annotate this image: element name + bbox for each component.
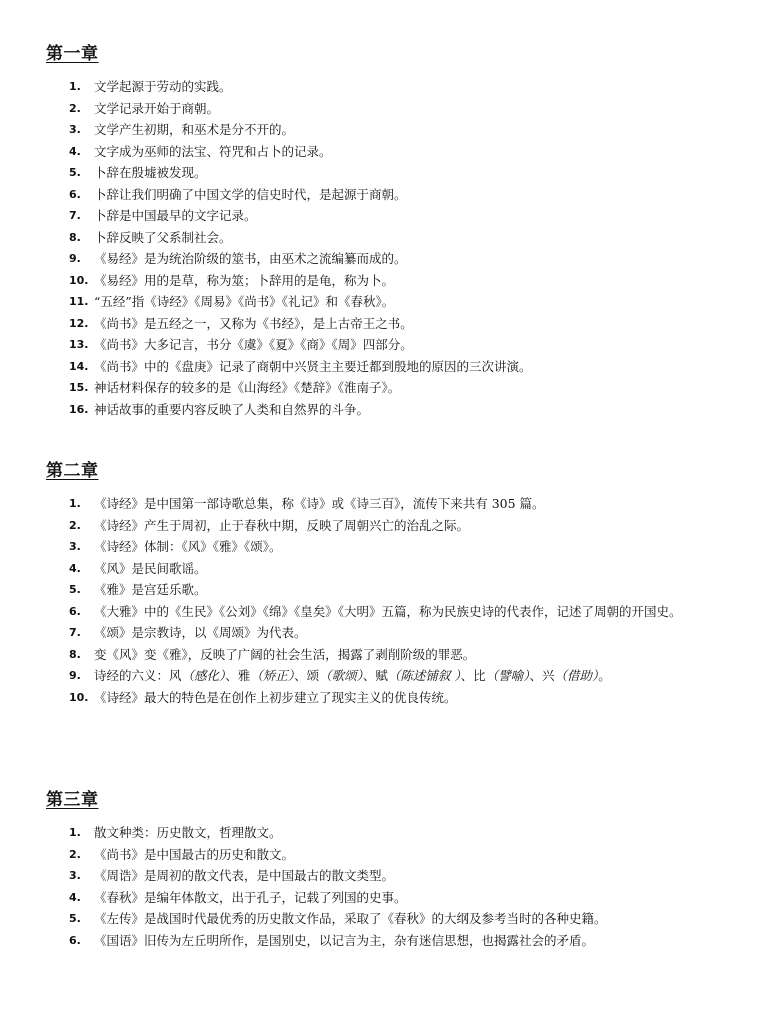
item-number: 6. <box>69 604 81 618</box>
list-item <box>46 844 736 866</box>
item-number: 9. <box>69 252 81 265</box>
chapter-title: 第二章 <box>46 461 99 481</box>
chapter-1 <box>46 44 736 420</box>
chapter-title: 第一章 <box>46 44 99 64</box>
item-number: 6. <box>69 187 81 201</box>
list-item <box>46 291 736 313</box>
item-number: 8. <box>69 647 81 661</box>
list-item <box>46 865 736 887</box>
list-item <box>46 399 736 421</box>
item-text: 文学产生初期，和巫术是分不开的。 <box>94 122 295 137</box>
six-xing-note: （借助） <box>554 668 599 683</box>
chapter-title: 第三章 <box>46 790 99 810</box>
item-number: 11. <box>69 295 89 308</box>
item-number: 1. <box>69 826 81 839</box>
separator: 、 <box>225 668 238 683</box>
list-item <box>46 98 736 120</box>
item-number: 14. <box>69 359 89 373</box>
list-item <box>46 579 736 601</box>
list-item <box>46 908 736 930</box>
item-number: 4. <box>69 561 81 575</box>
item-number: 10. <box>69 690 89 704</box>
six-feng-note: （感化） <box>181 668 226 683</box>
list-item <box>46 665 736 687</box>
item-number: 3. <box>69 123 81 136</box>
chapter-3 <box>46 790 736 951</box>
list-item <box>46 334 736 356</box>
item-number: 7. <box>69 209 81 222</box>
item-number: 16. <box>69 402 89 416</box>
list-item <box>46 184 736 206</box>
item-text: 《周诰》是周初的散文代表，是中国最古的散文类型。 <box>94 868 395 883</box>
item-number: 10. <box>69 273 89 287</box>
separator: 、 <box>529 668 542 683</box>
item-text: 《颂》是宗教诗，以《周颂》为代表。 <box>94 625 307 640</box>
item-number: 3. <box>69 869 81 882</box>
six-bi: 比 <box>473 668 486 683</box>
item-text: 《左传》是战国时代最优秀的历史散文作品，采取了《春秋》的大纲及参考当时的各种史籍。 <box>94 911 607 926</box>
item-text: 文学记录开始于商朝。 <box>94 100 220 116</box>
item-text: 《尚书》中的《盘庚》记录了商朝中兴贤主主要迁都到殷地的原因的三次讲演。 <box>94 358 532 374</box>
separator: 、 <box>362 668 376 683</box>
item-text: 《尚书》是中国最古的历史和散文。 <box>94 846 295 862</box>
item-number: 1. <box>69 497 81 510</box>
list-item <box>46 622 736 644</box>
item-text: 神话材料保存的较多的是《山海经》《楚辞》《淮南子》。 <box>94 380 401 395</box>
list-item <box>46 356 736 378</box>
item-text: 卜辞是中国最早的文字记录。 <box>94 208 257 223</box>
item-text: 《易经》用的是草，称为筮；卜辞用的是龟，称为卜。 <box>94 272 395 288</box>
item-text: “五经”指《诗经》《周易》《尚书》《礼记》和《春秋》。 <box>94 294 395 309</box>
six-song-note: （歌颂） <box>319 668 363 683</box>
list-item <box>46 601 736 623</box>
list-item <box>46 205 736 227</box>
item-number: 5. <box>69 583 81 596</box>
list-item <box>46 887 736 909</box>
sentence-end: 。 <box>598 668 611 683</box>
item-number: 6. <box>69 933 81 947</box>
item-number: 7. <box>69 626 81 639</box>
chapter-2-list <box>46 493 736 708</box>
list-item <box>46 119 736 141</box>
list-item <box>46 493 736 515</box>
item-text: 《风》是民间歌谣。 <box>94 560 207 576</box>
item-number: 4. <box>69 890 81 904</box>
six-ya-note: （矫正） <box>250 668 295 683</box>
list-item <box>46 644 736 666</box>
item-text: 《尚书》大多记言，书分《虞》《夏》《商》《周》四部分。 <box>94 337 413 352</box>
six-feng: 风 <box>169 668 182 683</box>
item-text: 《诗经》产生于周初，止于春秋中期，反映了周朝兴亡的治乱之际。 <box>94 517 470 533</box>
list-item <box>46 515 736 537</box>
separator: 、 <box>460 668 474 683</box>
item-number: 2. <box>69 518 81 532</box>
item-text: 《诗经》是中国第一部诗歌总集，称《诗》或《诗三百》，流传下来共有 305 篇。 <box>94 496 545 511</box>
six-fu-note: （陈述铺叙 ） <box>387 668 461 683</box>
item-text: 《尚书》是五经之一，又称为《书经》，是上古帝王之书。 <box>94 315 413 331</box>
item-text: 《大雅》中的《生民》《公刘》《绵》《皇矣》《大明》五篇，称为民族史诗的代表作，记述了周朝的开国史。 <box>94 603 682 619</box>
list-item <box>46 687 736 709</box>
item-text: 卜辞在殷墟被发现。 <box>94 165 207 180</box>
item-number: 9. <box>69 669 81 682</box>
item-number: 2. <box>69 101 81 115</box>
list-item <box>46 558 736 580</box>
item-text: 变《风》变《雅》，反映了广阔的社会生活，揭露了剥削阶级的罪恶。 <box>94 646 476 662</box>
list-item <box>46 248 736 270</box>
list-item <box>46 141 736 163</box>
item-text: 《雅》是宫廷乐歌。 <box>94 582 207 597</box>
item-number: 2. <box>69 847 81 861</box>
item-text: 神话故事的重要内容反映了人类和自然界的斗争。 <box>94 401 370 417</box>
list-item <box>46 227 736 249</box>
six-ya: 雅 <box>237 668 251 683</box>
item-number: 15. <box>69 381 89 394</box>
list-item <box>46 822 736 844</box>
chapter-1-list <box>46 76 736 420</box>
item-number: 1. <box>69 80 81 93</box>
chapter-2 <box>46 461 736 708</box>
item-number: 12. <box>69 316 89 330</box>
item-text: 《诗经》体制：《风》《雅》《颂》。 <box>94 539 282 554</box>
item-text: 文字成为巫师的法宝、符咒和占卜的记录。 <box>94 143 332 159</box>
item-number: 8. <box>69 230 81 244</box>
six-song: 颂 <box>306 668 320 683</box>
six-fu: 赋 <box>375 668 388 683</box>
item-text: 《国语》旧传为左丘明所作，是国别史，以记言为主，杂有迷信思想，也揭露社会的矛盾。 <box>94 932 595 948</box>
six-bi-note: （譬喻） <box>485 668 530 683</box>
item-text: 《春秋》是编年体散文，出于孔子，记载了列国的史事。 <box>94 889 407 905</box>
list-item <box>46 76 736 98</box>
item-text: 卜辞反映了父系制社会。 <box>94 229 232 245</box>
chapter-3-list <box>46 822 736 951</box>
item-text: 散文种类：历史散文，哲理散文。 <box>94 825 282 840</box>
item-number: 5. <box>69 166 81 179</box>
item-text: 《诗经》最大的特色是在创作上初步建立了现实主义的优良传统。 <box>94 689 457 705</box>
item-number: 5. <box>69 912 81 925</box>
item-text: 《易经》是为统治阶级的筮书，由巫术之流编纂而成的。 <box>94 251 407 266</box>
six-xing: 兴 <box>541 668 555 683</box>
list-item <box>46 270 736 292</box>
item-number: 4. <box>69 144 81 158</box>
list-item <box>46 377 736 399</box>
item-number: 13. <box>69 338 89 351</box>
list-item <box>46 313 736 335</box>
list-item <box>46 162 736 184</box>
list-item <box>46 536 736 558</box>
six-principles-prefix: 诗经的六义： <box>94 668 170 683</box>
item-text: 文学起源于劳动的实践。 <box>94 79 232 94</box>
list-item <box>46 930 736 952</box>
separator: 、 <box>294 668 307 683</box>
item-text: 卜辞让我们明确了中国文学的信史时代，是起源于商朝。 <box>94 186 407 202</box>
item-number: 3. <box>69 540 81 553</box>
